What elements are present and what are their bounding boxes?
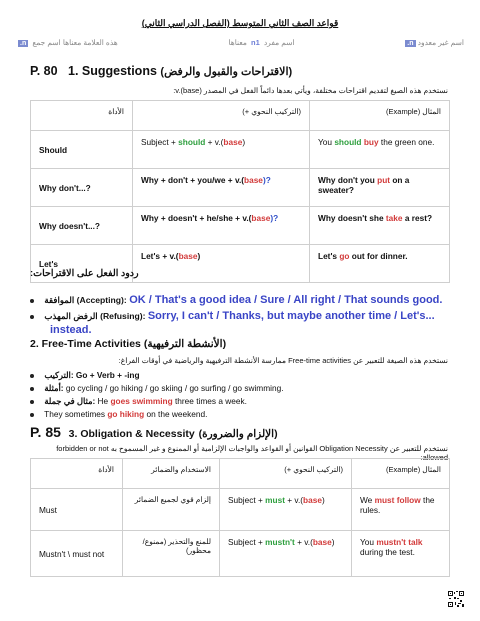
table-header-tool: الأداة [31,459,123,489]
bullet-icon [30,400,34,404]
table-header-example: المثال (Example) [352,459,450,489]
refusing-item-cont: instead. [50,324,92,336]
bullet-icon [30,299,34,303]
bullet-icon [30,387,34,391]
bullet-icon [30,315,34,319]
free-time-weekend: They sometimes go hiking on the weekend. [30,409,207,419]
table-header-structure: (التركيب النحوي +) [133,101,310,131]
responses-heading: ردود الفعل على الاقتراحات: [30,268,139,279]
table-row: Must إلزام قوي لجميع الضمائر Subject + must + v.(base) We must follow the rules. [31,489,450,531]
suggestions-table [30,100,450,283]
legend-uncountable-tag: n. [407,40,414,47]
legend-plural: هذه العلامة معناها اسم جمع n. [20,38,118,47]
legend-singular: اسم مفرد n1 معناها [228,38,295,47]
legend-plural-tag: n. [20,40,27,47]
bullet-icon [30,374,34,378]
suggestions-note: نستخدم هذه الصيغ لتقديم اقتراحات مختلفة، ويأتي بعدها دائماً الفعل في المصدر v.(base): [173,86,448,95]
section-free-time-heading: 2. Free-Time Activities (الأنشطة الترفيهية) [30,338,227,350]
qr-code-icon [448,591,464,607]
free-time-sentence: مثال في جملة: He goes swimming three times a week. [30,396,247,406]
obligation-table [30,458,450,577]
table-header-usage: الاستخدام والضمائر [123,459,220,489]
bullet-icon [30,413,34,417]
table-header-structure: (التركيب النحوي +) [220,459,352,489]
table-row: Mustn't \ must not للمنع والتحذير (ممنوع/محظور) Subject + mustn't + v.(base) You mustn't talk during the test. [31,531,450,577]
free-time-structure: التركيب: Go + Verb + -ing [30,370,140,380]
obligation-note: نستخدم للتعبير عن Obligation Necessity القوانين أو القواعد والواجبات الإلزامية أو الممنوع و غير المسموح به forbidden or not allowed: [56,444,448,462]
legend-uncountable: اسم غير معدود n. [407,38,464,47]
accepting-item: الموافقة (Accepting): OK / That's a good idea / Sure / All right / That sounds good. [30,294,442,306]
table-row: Should Subject + should + v.(base) You should buy the green one. [31,131,450,169]
section-obligation-heading: P. 85 3. Obligation & Necessity (الإلزام والضرورة) [30,424,278,440]
free-time-note: نستخدم هذه الصيغة للتعبير عن Free-time activities ممارسة الأنشطة الترفيهية والرياضية في أوقات الفراغ: [118,356,448,365]
free-time-examples: أمثلة: go cycling / go hiking / go skiing / go surfing / go swimming. [30,383,284,393]
table-row: Let's Let's + v.(base) Let's go out for dinner. [31,245,450,283]
table-header-tool: الأداة [31,101,133,131]
table-row: Why doesn't...? Why + doesn't + he/she + v.(base)? Why doesn't she take a rest? [31,207,450,245]
refusing-item: الرفض المهذب (Refusing): Sorry, I can't / Thanks, but maybe another time / Let's... [30,310,435,322]
table-header-example: المثال (Example) [310,101,450,131]
document-title: (قواعد الصف الثاني المتوسط (الفصل الدراسي الثاني [141,18,339,28]
table-row: Why don't...? Why + don't + you/we + v.(base)? Why don't you put on a sweater? [31,169,450,207]
legend-row [16,38,464,47]
section-suggestions-heading: P. 80 1. Suggestions (الاقتراحات والقبول والرفض) [30,64,293,78]
